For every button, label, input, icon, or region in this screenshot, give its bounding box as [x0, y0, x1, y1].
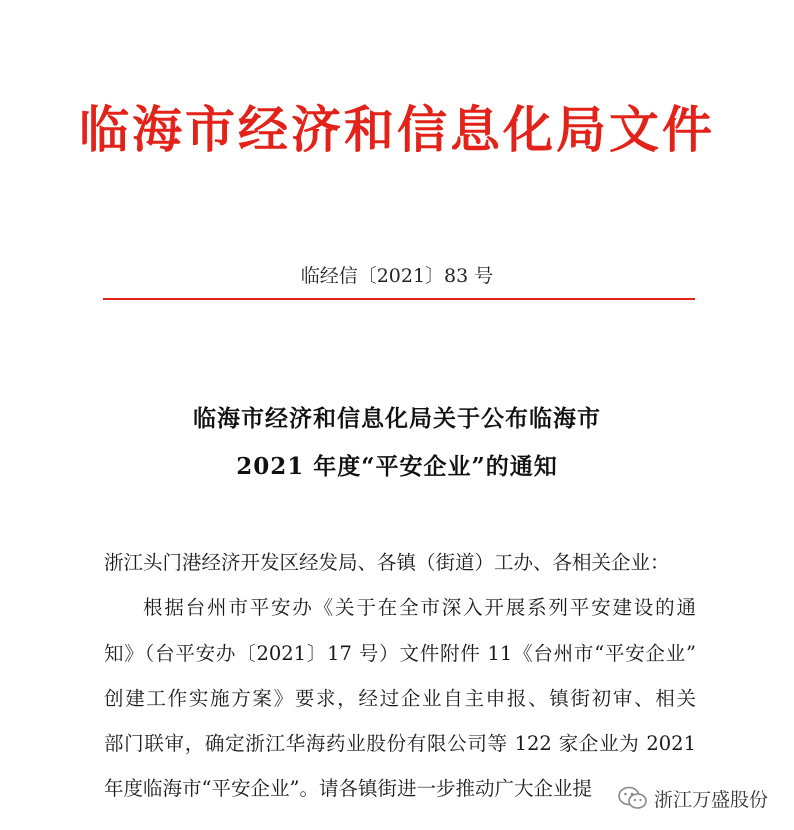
body-line: 部门联审，确定浙江华海药业股份有限公司等 122 家企业为 2021	[104, 732, 696, 756]
document-title-line-2: 2021 年度“平安企业”的通知	[236, 453, 558, 480]
document-number: 临经信〔2021〕83 号	[300, 265, 494, 287]
document-title-line-1: 临海市经济和信息化局关于公布临海市	[193, 405, 601, 432]
watermark-account-name: 浙江万盛股份	[653, 788, 768, 811]
red-divider-line	[103, 298, 695, 300]
salutation-line: 浙江头门港经济开发区经发局、各镇（街道）工办、各相关企业：	[104, 551, 670, 574]
document-body	[104, 540, 696, 812]
body-line: 知》（台平安办〔2021〕17 号）文件附件 11《台州市“平安企业”	[104, 641, 696, 665]
body-line: 创建工作实施方案》要求，经过企业自主申报、镇街初审、相关	[104, 686, 696, 710]
wechat-watermark	[614, 783, 772, 813]
body-line: 年度临海市“平安企业”。请各镇街进一步推动广大企业提	[104, 777, 592, 801]
document-title	[0, 395, 794, 491]
document-issuer-header: 临海市经济和信息化局文件	[79, 100, 715, 159]
body-line: 根据台州市平安办《关于在全市深入开展系列平安建设的通	[143, 596, 696, 620]
wechat-icon	[618, 786, 648, 810]
